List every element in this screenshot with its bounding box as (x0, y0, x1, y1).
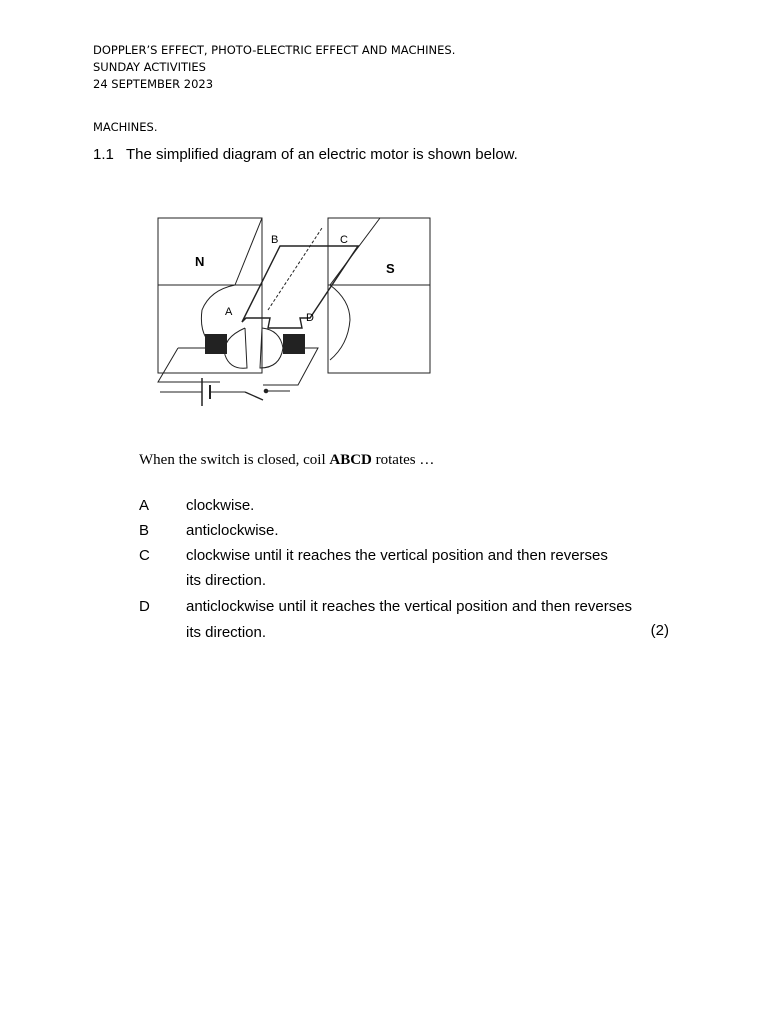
option-text-line1: clockwise until it reaches the vertical position and then reverses (186, 547, 608, 564)
option-letter: A (139, 497, 150, 514)
label-b: B (271, 234, 279, 246)
label-s: S (386, 261, 395, 276)
option-d[interactable] (139, 594, 679, 644)
question-heading (93, 146, 518, 163)
coil-abcd (242, 246, 358, 328)
option-text-line2: its direction. (186, 572, 267, 589)
label-n: N (195, 254, 205, 269)
commutator-left (225, 328, 247, 368)
document-title: DOPPLER’S EFFECT, PHOTO-ELECTRIC EFFECT AND MACHINES. (93, 43, 456, 57)
label-a: A (225, 306, 233, 318)
option-text-line1: anticlockwise until it reaches the vertical position and then reverses (186, 598, 633, 615)
document-date: 24 SEPTEMBER 2023 (93, 77, 214, 91)
north-pole-face (201, 218, 262, 350)
question-stem (139, 452, 434, 469)
section-title: MACHINES. (93, 120, 158, 134)
switch-contact (264, 389, 268, 393)
question-text: The simplified diagram of an electric motor is shown below. (126, 146, 518, 163)
document-subtitle: SUNDAY ACTIVITIES (93, 60, 206, 74)
option-letter: B (139, 522, 150, 539)
option-text: anticlockwise. (186, 522, 279, 539)
brush-right (283, 334, 305, 354)
question-number: 1.1 (93, 146, 114, 163)
stem-prefix: When the switch is closed, coil (139, 452, 330, 468)
option-text-line2: its direction. (186, 624, 267, 641)
electric-motor-diagram (150, 210, 440, 415)
stem-coil-name: ABCD (329, 452, 372, 468)
option-text: clockwise. (186, 497, 255, 514)
stem-suffix: rotates … (371, 452, 435, 468)
switch-lever (245, 392, 263, 400)
label-c: C (340, 234, 348, 246)
brush-left (205, 334, 227, 354)
option-letter: C (139, 547, 150, 564)
option-letter: D (139, 598, 150, 615)
label-d: D (306, 312, 314, 324)
south-pole-face (330, 218, 380, 360)
question-marks: (2) (650, 622, 669, 639)
option-c[interactable] (139, 543, 679, 593)
commutator-right (260, 328, 283, 368)
